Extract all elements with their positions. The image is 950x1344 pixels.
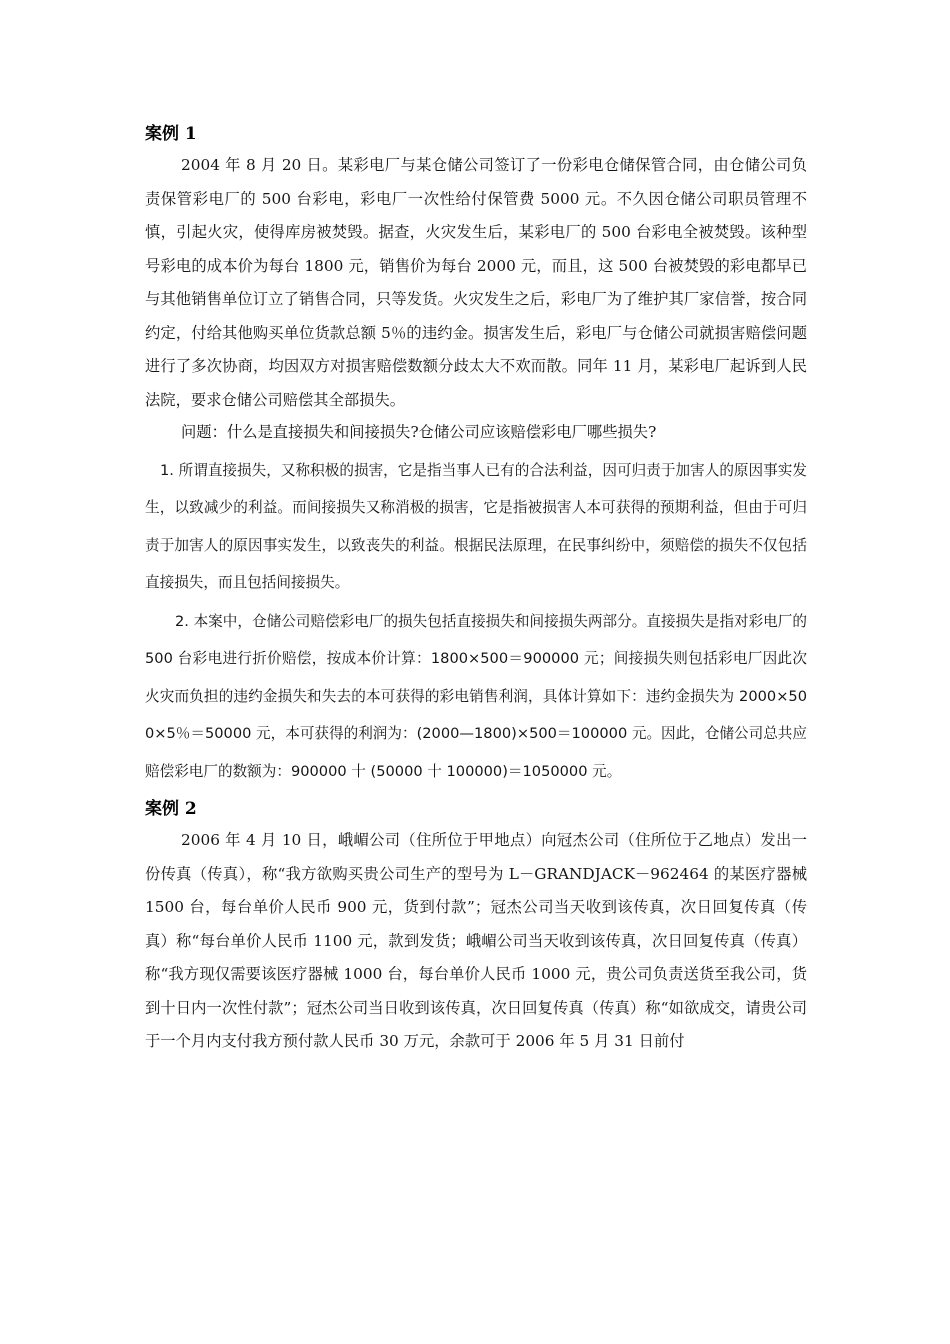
case2-title: 案例 2 — [145, 799, 197, 819]
case1-answer-1: 1. 所谓直接损失，又称积极的损害，它是指当事人已有的合法利益，因可归责于加害人的原因事实发生，以致减少的利益。而间接损失又称消极的损害，它是指被损害人本可获得的预期利益，但由于可归责于加害人的原因事实发生，以致丧失的利益。根据民法原理，在民事纠纷中，须赔偿的损失不仅包括直接损失，而且包括间接损失。 — [145, 461, 807, 591]
case1-answer-2: 2. 本案中，仓储公司赔偿彩电厂的损失包括直接损失和间接损失两部分。直接损失是指对彩电厂的 500 台彩电进行折价赔偿，按成本价计算：1800×500＝900000 元；间接损失则包括彩电厂因此次火灾而负担的违约金损失和失去的本可获得的彩电销售利润，具体计算如下：违约金损失为 2000×500×5％＝50000 元，本可获得的利润为：(2000—1800)×500＝100000 元。因此，仓储公司总共应赔偿彩电厂的数额为：900000 十 (50000 十 100000)＝1050000 元。 — [145, 612, 807, 780]
case1-paragraph: 2004 年 8 月 20 日。某彩电厂与某仓储公司签订了一份彩电仓储保管合同，由仓储公司负责保管彩电厂的 500 台彩电，彩电厂一次性给付保管费 5000 元。不久因仓储公司职员管理不慎，引起火灾，使得库房被焚毁。据查，火灾发生后，某彩电厂的 500 台彩电全被焚毁。该种型号彩电的成本价为每台 1800 元，销售价为每台 2000 元，而且，这 500 台被焚毁的彩电都早已与其他销售单位订立了销售合同，只等发货。火灾发生之后，彩电厂为了维护其厂家信誉，按合同约定，付给其他购买单位货款总额 5％的违约金。损害发生后，彩电厂与仓储公司就损害赔偿问题进行了多次协商，均因双方对损害赔偿数额分歧太大不欢而散。同年 11 月，某彩电厂起诉到人民法院，要求仓储公司赔偿其全部损失。 — [145, 156, 807, 409]
document-body — [145, 122, 807, 1059]
case2-paragraph: 2006 年 4 月 10 日，峨嵋公司（住所位于甲地点）向冠杰公司（住所位于乙地点）发出一份传真（传真），称“我方欲购买贵公司生产的型号为 L－GRANDJACK－962464 的某医疗器械 1500 台，每台单价人民币 900 元，货到付款”；冠杰公司当天收到该传真，次日回复传真（传真）称“每台单价人民币 1100 元，款到发货；峨嵋公司当天收到该传真，次日回复传真（传真）称“我方现仅需要该医疗器械 1000 台，每台单价人民币 1000 元，贵公司负责送货至我公司，货到十日内一次性付款”；冠杰公司当日收到该传真，次日回复传真（传真）称“如欲成交，请贵公司于一个月内支付我方预付款人民币 30 万元，余款可于 2006 年 5 月 31 日前付 — [145, 831, 807, 1050]
case1-question-text: 问题：什么是直接损失和间接损失?仓储公司应该赔偿彩电厂哪些损失? — [181, 423, 657, 441]
case1-question — [145, 416, 807, 450]
case1-title: 案例 1 — [145, 124, 197, 144]
